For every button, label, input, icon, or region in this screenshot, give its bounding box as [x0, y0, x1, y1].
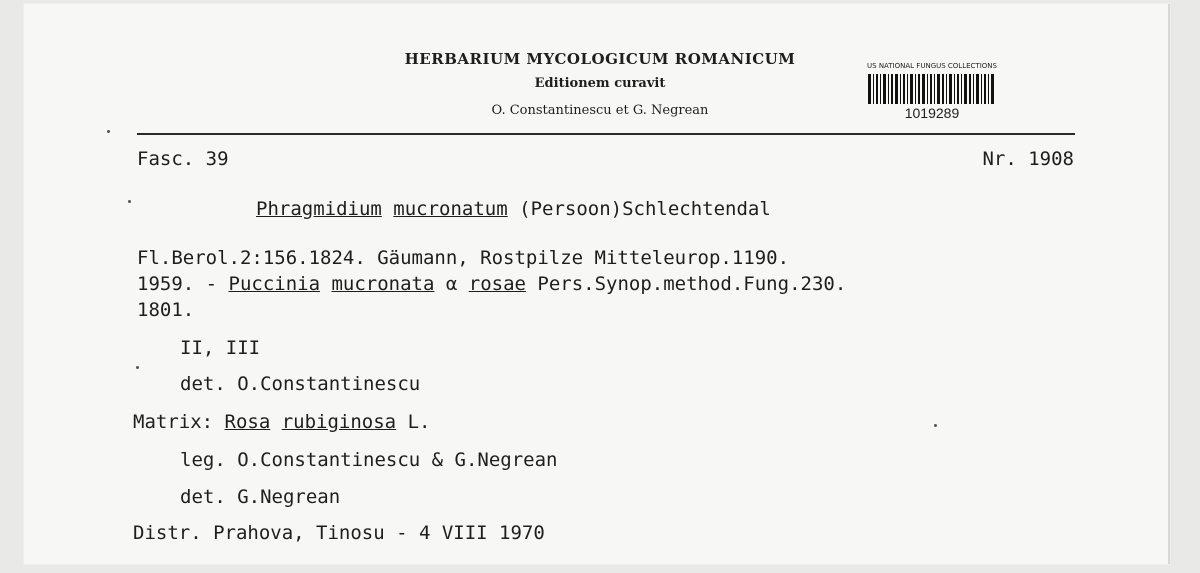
- speck: [107, 130, 110, 133]
- determiner-2: det. G.Negrean: [180, 486, 341, 508]
- speck: [136, 366, 139, 369]
- barcode-label: [862, 62, 1002, 126]
- citation-date: 1959. -: [137, 273, 229, 295]
- collector: leg. O.Constantinescu & G.Negrean: [180, 449, 558, 471]
- host-genus: Rosa: [224, 411, 271, 433]
- distribution: Distr. Prahova, Tinosu - 4 VIII 1970: [133, 522, 545, 544]
- species-epithet: mucronatum: [393, 198, 508, 220]
- synonym-reference: Pers.Synop.method.Fung.230.: [525, 273, 847, 295]
- determiner-1: det. O.Constantinescu: [180, 373, 421, 395]
- barcode-number: 1019289: [904, 105, 960, 121]
- header-divider: [137, 133, 1075, 135]
- species-authority: (Persoon)Schlechtendal: [519, 198, 771, 220]
- speck: [934, 424, 937, 427]
- species-name: [256, 198, 771, 220]
- citation-line-3: 1801.: [137, 299, 195, 321]
- herbarium-title: HERBARIUM MYCOLOGICUM ROMANICUM: [404, 50, 796, 68]
- spore-stages: II, III: [180, 337, 261, 359]
- matrix-label: Matrix:: [133, 411, 225, 433]
- synonym-alpha: α: [434, 273, 469, 295]
- barcode-collection: US NATIONAL FUNGUS COLLECTIONS: [867, 62, 997, 70]
- synonym-epithet: mucronata: [331, 273, 435, 295]
- species-genus: Phragmidium: [256, 198, 382, 220]
- speck: [128, 200, 131, 203]
- citation-line-1: Fl.Berol.2:156.1824. Gäumann, Rostpilze Mitteleurop.1190.: [137, 247, 790, 269]
- synonym-genus: Puccinia: [228, 273, 321, 295]
- specimen-number: Nr. 1908: [982, 148, 1074, 170]
- matrix-line: [133, 411, 430, 433]
- fascicle-number: Fasc. 39: [137, 148, 229, 170]
- synonym-variety: rosae: [468, 273, 526, 295]
- herbarium-editors: O. Constantinescu et G. Negrean: [491, 103, 709, 118]
- herbarium-subtitle: Editionem curavit: [534, 76, 666, 91]
- barcode-icon: [868, 74, 996, 104]
- host-author: L.: [396, 411, 431, 433]
- host-epithet: rubiginosa: [281, 411, 397, 433]
- citation-line-2: [137, 273, 846, 295]
